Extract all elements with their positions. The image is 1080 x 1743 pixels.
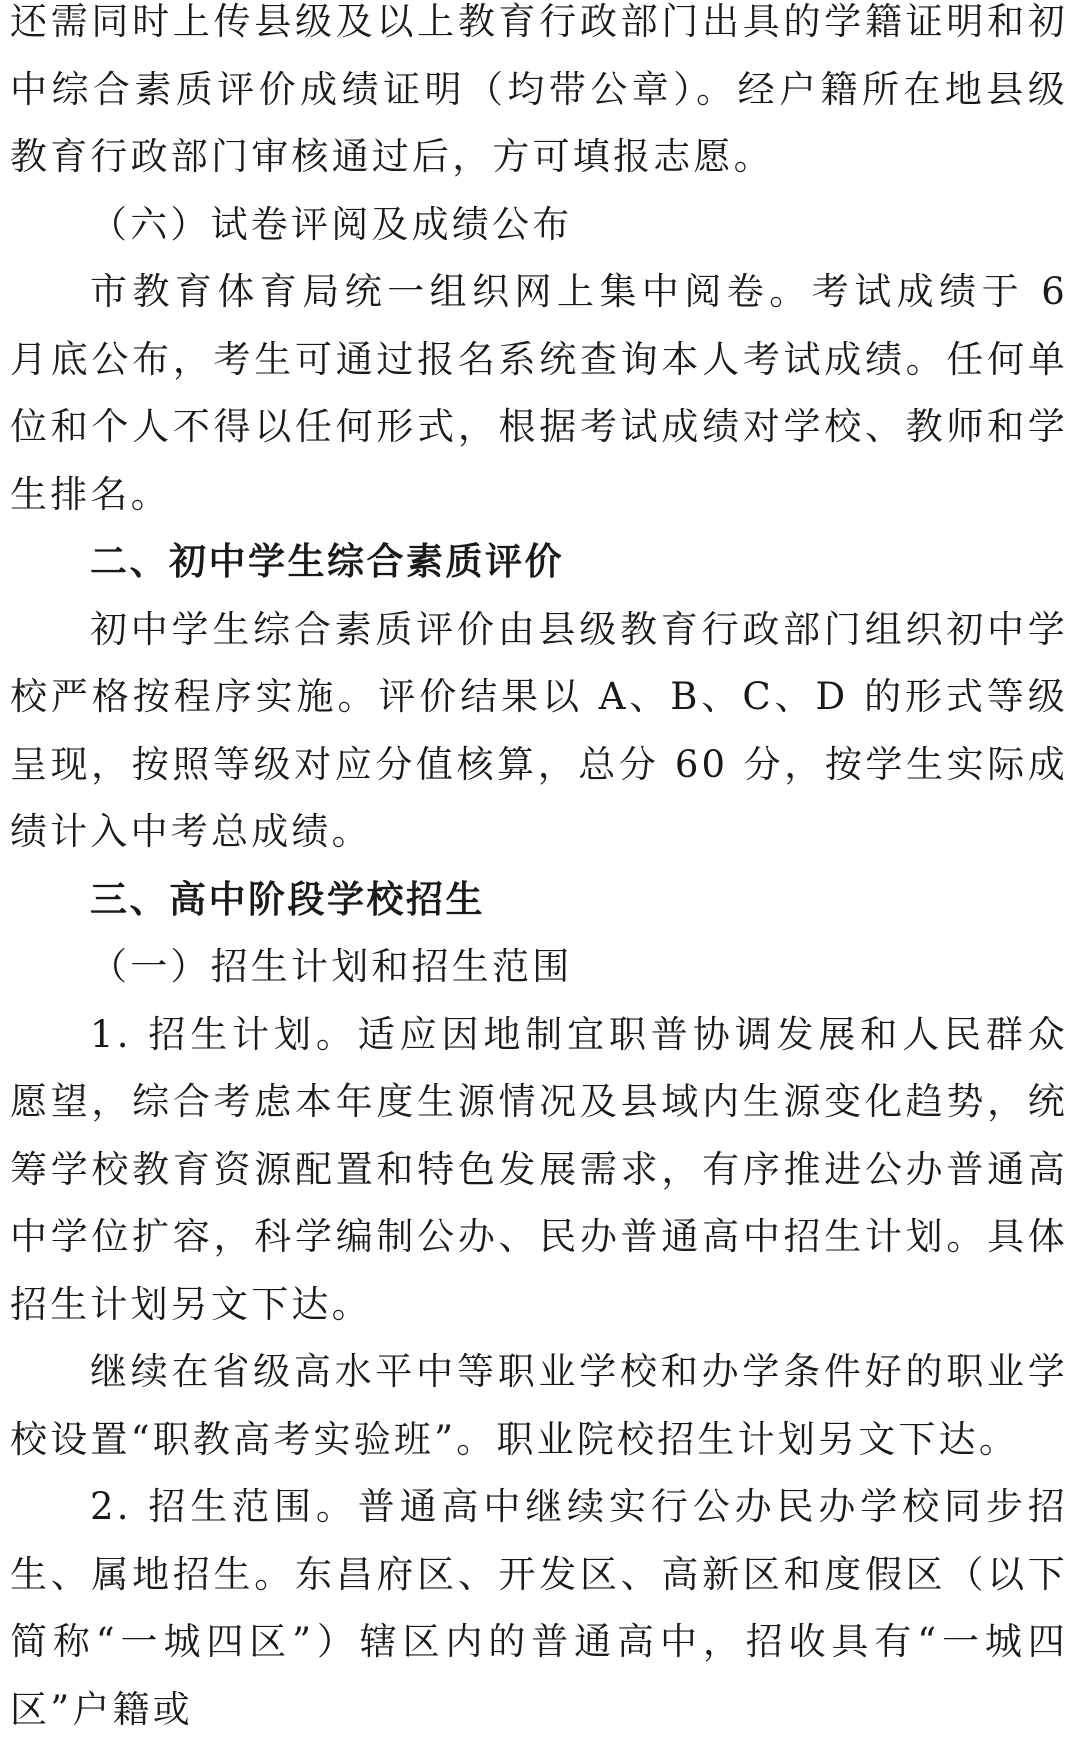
paragraph-enrollment-scope: 2. 招生范围。普通高中继续实行公办民办学校同步招生、属地招生。东昌府区、开发区、高新区和度假区（以下简称“一城四区”）辖区内的普通高中，招收具有“一城四区”户籍或 [10,1485,1068,1731]
subheading-enrollment-plan: （一）招生计划和招生范围 [90,945,573,988]
heading-section-2: 二、初中学生综合素质评价 [90,540,564,583]
subheading-grading-results: （六）试卷评阅及成绩公布 [90,202,573,246]
heading-section-3: 三、高中阶段学校招生 [90,877,485,921]
paragraph-vocational-class: 继续在省级高水平中等职业学校和办学条件好的职业学校设置“职教高考实验班”。职业院校招生计划另文下达。 [10,1350,1068,1461]
paragraph-grading-results: 市教育体育局统一组织网上集中阅卷。考试成绩于 6 月底公布，考生可通过报名系统查询本人考试成绩。任何单位和个人不得以任何形式，根据考试成绩对学校、教师和学生排名。 [10,270,1068,516]
paragraph-upload-requirements: 还需同时上传县级及以上教育行政部门出具的学籍证明和初中综合素质评价成绩证明（均带公章）。经户籍所在地县级教育行政部门审核通过后，方可填报志愿。 [10,0,1068,178]
paragraph-enrollment-plan: 1. 招生计划。适应因地制宜职普协调发展和人民群众愿望，综合考虑本年度生源情况及县域内生源变化趋势，统筹学校教育资源配置和特色发展需求，有序推进公办普通高中学位扩容，科学编制公办、民办普通高中招生计划。具体招生计划另文下达。 [10,1012,1068,1326]
paragraph-comprehensive-evaluation: 初中学生综合素质评价由县级教育行政部门组织初中学校严格按程序实施。评价结果以 A、B、C、D 的形式等级呈现，按照等级对应分值核算，总分 60 分，按学生实际成绩计入中考总成绩。 [10,607,1068,853]
